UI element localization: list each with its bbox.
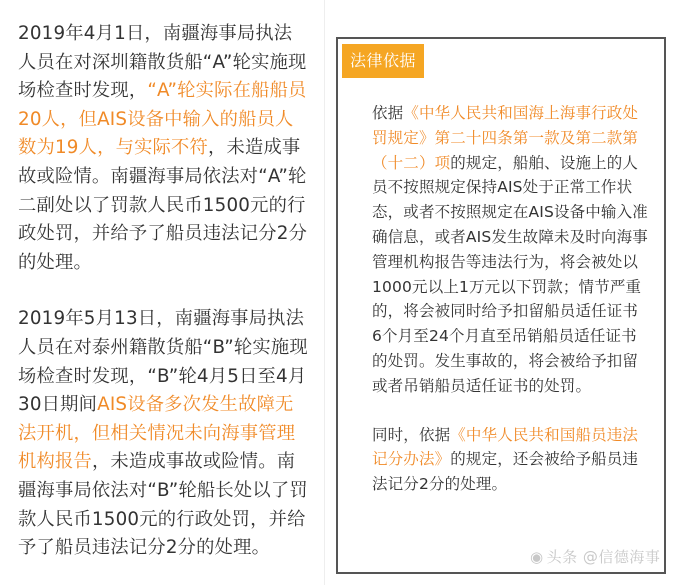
regulation-citation: 《中华人民共和国海上海事行政处罚规定》第二十四条第一款及第二款第（十二）项 <box>372 104 639 172</box>
watermark: ◉ 头条 @信德海事 <box>530 548 661 566</box>
scoring-rule-citation: 《中华人民共和国船员违法记分办法》 <box>372 425 639 469</box>
legal-basis-badge: 法律依据 <box>342 44 424 78</box>
legal-basis-text <box>372 101 648 497</box>
case-a-paragraph: 2019年4月1日，南疆海事局执法人员在对深圳籍散货船“A”轮实施现场检查时发现，“A”轮实际在船船员20人，但AIS设备中输入的船员人数为19人，与实际不符，未造成事故或险情。南疆海事局依法对“A”轮二副处以了罚款人民币1500元的行政处罚，并给予了船员违法记分2分的处理。 <box>18 23 308 273</box>
case-b-highlight: AIS设备多次发生故障无法开机，但相关情况未向海事管理机构报告 <box>18 394 296 473</box>
legal-paragraph-2: 同时，依据《中华人民共和国船员违法记分办法》的规定，还会被给予船员违法记分2分的处理。 <box>372 425 639 494</box>
case-a-highlight: “A”轮实际在船船员20人，但AIS设备中输入的船员人数为19人，与实际不符 <box>18 80 307 159</box>
column-divider <box>324 0 325 585</box>
legal-paragraph-1: 依据《中华人民共和国海上海事行政处罚规定》第二十四条第一款及第二款第（十二）项的规定，船舶、设施上的人员不按照规定保持AIS处于正常工作状态，或者不按照规定在AIS设备中输入准确信息，或者AIS发生故障未及时向海事管理机构报告等违法行为，将会被处以1000元以上1万元以下罚款；情节严重的，将会被同时给予扣留船员适任证书6个月至24个月直至吊销船员适任证书的处罚。发生事故的，将会被给予扣留或者吊销船员适任证书的处罚。 <box>372 104 648 395</box>
case-b-paragraph: 2019年5月13日，南疆海事局执法人员在对泰州籍散货船“B”轮实施现场检查时发现，“B”轮4月5日至4月30日期间AIS设备多次发生故障无法开机，但相关情况未向海事管理机构报告，未造成事故或险情。南疆海事局依法对“B”轮船长处以了罚款人民币1500元的行政处罚，并给予了船员违法记分2分的处理。 <box>18 308 308 559</box>
watermark-logo-icon: ◉ <box>530 548 544 566</box>
case-descriptions <box>18 20 310 563</box>
